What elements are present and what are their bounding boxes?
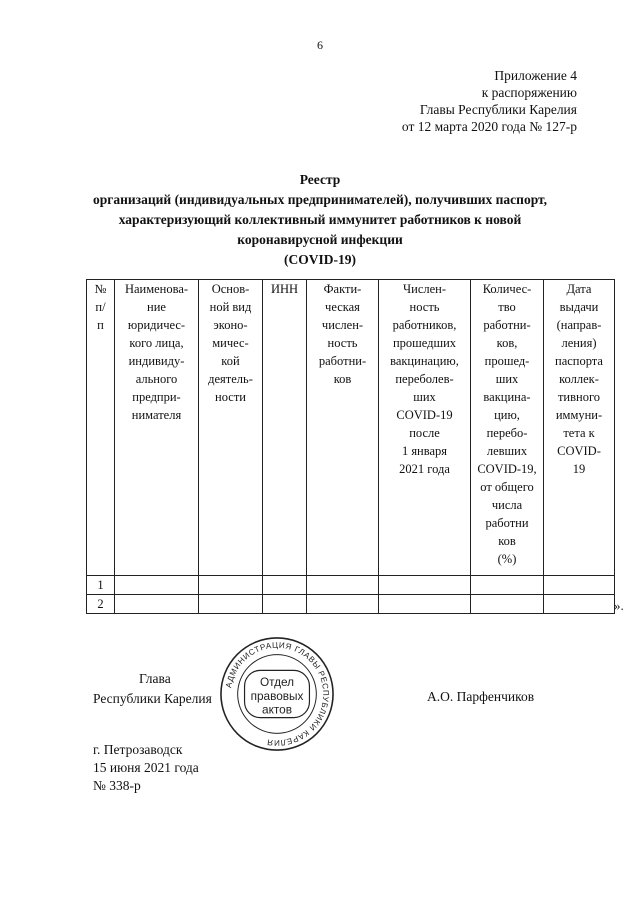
appendix-line: Главы Республики Карелия [419, 102, 577, 117]
table-cell [379, 576, 471, 595]
title-line: Реестр [299, 172, 341, 187]
header-text-line: левших [486, 444, 528, 458]
title-line: коронавирусной инфекции [237, 232, 403, 247]
header-text-line: работни- [318, 354, 367, 368]
header-text-line: прошед- [484, 354, 530, 368]
header-text-line: № [94, 282, 107, 296]
table-cell [199, 576, 263, 595]
header-text-line: числа [491, 498, 523, 512]
closing-quote: ». [614, 598, 624, 613]
header-text-line: ков [498, 534, 516, 548]
table-cell [263, 595, 307, 614]
signer-title-line: Глава [139, 671, 171, 686]
header-text-line: после [409, 426, 440, 440]
header-text-line: эконо- [213, 318, 248, 332]
appendix-line: от 12 марта 2020 года № 127-р [401, 119, 577, 134]
header-text-line: от общего [480, 480, 534, 494]
header-text-line: тета к [563, 426, 595, 440]
header-text-line: Факти- [323, 282, 362, 296]
header-text-line: кой [221, 354, 240, 368]
table-header-cell [544, 280, 615, 576]
header-text-line: числен- [321, 318, 364, 332]
row-number-cell: 1 [87, 576, 115, 595]
header-text-line: ков [333, 372, 352, 386]
header-text-line: ального [135, 372, 178, 386]
header-text-line: вакцинацию, [390, 354, 459, 368]
appendix-reference [402, 67, 577, 135]
registry-table [86, 279, 615, 614]
header-text-line: вакцина- [483, 390, 531, 404]
signer-title [93, 669, 212, 709]
title-line: характеризующий коллективный иммунитет работников к новой [118, 212, 522, 227]
row-number-cell: 2 [87, 595, 115, 614]
header-text-line: ние [147, 300, 166, 314]
header-text-line: Количес- [482, 282, 532, 296]
header-text-line: Дата [566, 282, 592, 296]
header-text-line: работни [485, 516, 529, 530]
issue-details [93, 741, 199, 795]
stamp-ring-text: АДМИНИСТРАЦИЯ ГЛАВЫ РЕСПУБЛИКИ КАРЕЛИЯ [224, 640, 331, 748]
header-text-line: иммуни- [555, 408, 603, 422]
header-text-line: юридичес- [127, 318, 186, 332]
official-stamp [218, 635, 336, 753]
header-text-line: ших [495, 372, 519, 386]
issue-date: 15 июня 2021 года [93, 760, 199, 775]
appendix-line: к распоряжению [481, 85, 577, 100]
header-text-line: ления) [561, 336, 597, 350]
header-text-line: индивиду- [128, 354, 185, 368]
signer-name: А.О. Парфенчиков [427, 689, 535, 704]
document-title [60, 170, 580, 270]
table-header-cell [471, 280, 544, 576]
stamp-line: Отдел [259, 675, 295, 690]
stamp-line: правовых [250, 688, 304, 703]
header-text-line: 19 [572, 462, 586, 476]
header-text-line: Основ- [211, 282, 250, 296]
header-text-line: работников, [392, 318, 457, 332]
header-text-line: прошедших [392, 336, 457, 350]
header-text-line: ших [413, 390, 436, 404]
header-text-line: кого лица, [129, 336, 184, 350]
title-line: (COVID-19) [284, 252, 356, 267]
stamp-line: актов [262, 702, 292, 717]
table-cell [115, 595, 199, 614]
header-text-line: ческая [325, 300, 360, 314]
table-row [87, 595, 615, 614]
table-cell [263, 576, 307, 595]
header-text-line: ков, [496, 336, 518, 350]
title-line: организаций (индивидуальных предпринимателей), получивших паспорт, [92, 192, 548, 207]
header-text-line: переболев- [395, 372, 454, 386]
page-number: 6 [317, 38, 323, 52]
table-cell [199, 595, 263, 614]
table-header-row [87, 280, 615, 576]
header-text-line: 2021 года [399, 462, 450, 476]
header-text-line: COVID-19, [477, 462, 537, 476]
table-cell [307, 576, 379, 595]
table-cell [544, 576, 615, 595]
header-text-line: Числен- [403, 282, 446, 296]
header-text-line: Наименова- [124, 282, 189, 296]
header-text-line: ность [327, 336, 358, 350]
table-header-cell [307, 280, 379, 576]
table-cell [307, 595, 379, 614]
header-text-line: COVID- [557, 444, 601, 458]
table-cell [544, 595, 615, 614]
header-text-line: перебо- [486, 426, 528, 440]
table-cell [115, 576, 199, 595]
header-text-line: ной вид [209, 300, 252, 314]
header-text-line: паспорта [555, 354, 603, 368]
header-text-line: предпри- [132, 390, 181, 404]
header-text-line: (%) [497, 552, 517, 566]
table-header-cell [199, 280, 263, 576]
table-cell [379, 595, 471, 614]
header-text-line: ИНН [270, 282, 299, 296]
header-text-line: ность [409, 300, 440, 314]
header-text-line: нимателя [131, 408, 182, 422]
header-text-line: работни- [483, 318, 531, 332]
table-header-cell [115, 280, 199, 576]
header-text-line: п [97, 318, 104, 332]
table-cell [471, 595, 544, 614]
header-text-line: цию, [494, 408, 520, 422]
header-text-line: COVID-19 [396, 408, 453, 422]
table-header-cell [379, 280, 471, 576]
header-text-line: выдачи [559, 300, 599, 314]
header-text-line: тво [498, 300, 516, 314]
signer-title-line: Республики Карелия [93, 691, 212, 706]
table-header-cell [263, 280, 307, 576]
header-text-line: 1 января [401, 444, 448, 458]
header-text-line: ности [215, 390, 246, 404]
issue-city: г. Петрозаводск [93, 742, 183, 757]
header-text-line: тивного [557, 390, 601, 404]
header-text-line: коллек- [559, 372, 599, 386]
header-text-line: п/ [95, 300, 106, 314]
header-text-line: деятель- [208, 372, 253, 386]
issue-number: № 338-р [93, 778, 141, 793]
header-text-line: мичес- [212, 336, 249, 350]
table-cell [471, 576, 544, 595]
header-text-line: (направ- [556, 318, 602, 332]
appendix-line: Приложение 4 [494, 68, 577, 83]
table-header-cell [87, 280, 115, 576]
table-row [87, 576, 615, 595]
